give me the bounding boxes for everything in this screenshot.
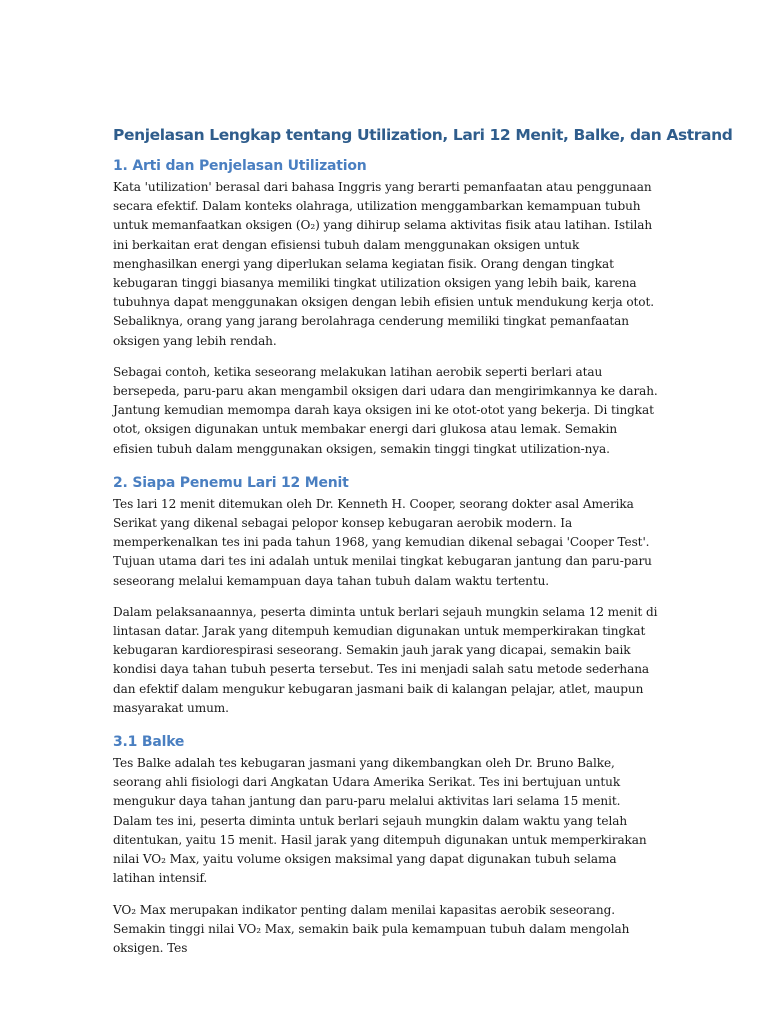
paragraph: VO₂ Max merupakan indikator penting dalam menilai kapasitas aerobik seseorang. Semakin tinggi nilai VO₂ Max, semakin baik pula kemampuan tubuh dalam mengolah oksigen. Tes [113, 902, 630, 955]
paragraph: Sebagai contoh, ketika seseorang melakukan latihan aerobik seperti berlari atau bersepeda, paru-paru akan mengambil oksigen dari udara dan mengirimkannya ke darah. Jantung kemudian memompa darah kaya oksigen ini ke otot-otot yang bekerja. Di tingkat otot, oksigen digunakan untuk membakar energi dari glukosa atau lemak. Semakin efisien tubuh dalam menggunakan oksigen, semakin tinggi tingkat utilization-nya. [113, 364, 658, 456]
section-heading-balke: 3.1 Balke [113, 734, 185, 751]
document-title: Penjelasan Lengkap tentang Utilization, Lari 12 Menit, Balke, dan Astrand [113, 126, 733, 144]
paragraph: Kata 'utilization' berasal dari bahasa Inggris yang berarti pemanfaatan atau penggunaan secara efektif. Dalam konteks olahraga, utilization menggambarkan kemampuan tubuh untuk memanfaatkan oksigen (O₂) yang dihirup selama aktivitas fisik atau latihan. Istilah ini berkaitan erat dengan efisiensi tubuh dalam menggunakan oksigen untuk menghasilkan energi yang diperlukan selama kegiatan fisik. Orang dengan tingkat kebugaran tinggi biasanya memiliki tingkat utilization oksigen yang lebih baik, karena tubuhnya dapat menggunakan oksigen dengan lebih efisien untuk mendukung kerja otot. Sebaliknya, orang yang jarang berolahraga cenderung memiliki tingkat pemanfaatan oksigen yang lebih rendah. [113, 180, 654, 348]
section-heading-lari-12-menit: 2. Siapa Penemu Lari 12 Menit [113, 474, 349, 491]
paragraph: Tes Balke adalah tes kebugaran jasmani yang dikembangkan oleh Dr. Bruno Balke, seorang ahli fisiologi dari Angkatan Udara Amerika Serikat. Tes ini bertujuan untuk mengukur daya tahan jantung dan paru-paru melalui aktivitas lari selama 15 menit. Dalam tes ini, peserta diminta untuk berlari sejauh mungkin dalam waktu yang telah ditentukan, yaitu 15 menit. Hasil jarak yang ditempuh digunakan untuk memperkirakan nilai VO₂ Max, yaitu volume oksigen maksimal yang dapat digunakan tubuh selama latihan intensif. [113, 756, 647, 886]
document-page [113, 124, 733, 958]
paragraph: Dalam pelaksanaannya, peserta diminta untuk berlari sejauh mungkin selama 12 menit di lintasan datar. Jarak yang ditempuh kemudian digunakan untuk memperkirakan tingkat kebugaran kardiorespirasi seseorang. Semakin jauh jarak yang dicapai, semakin baik kondisi daya tahan tubuh peserta tersebut. Tes ini menjadi salah satu metode sederhana dan efektif dalam mengukur kebugaran jasmani baik di kalangan pelajar, atlet, maupun masyarakat umum. [113, 604, 658, 715]
paragraph: Tes lari 12 menit ditemukan oleh Dr. Kenneth H. Cooper, seorang dokter asal Amerika Serikat yang dikenal sebagai pelopor konsep kebugaran aerobik modern. Ia memperkenalkan tes ini pada tahun 1968, yang kemudian dikenal sebagai 'Cooper Test'. Tujuan utama dari tes ini adalah untuk menilai tingkat kebugaran jantung dan paru-paru seseorang melalui kemampuan daya tahan tubuh dalam waktu tertentu. [113, 496, 652, 588]
section-heading-utilization: 1. Arti dan Penjelasan Utilization [113, 158, 367, 174]
